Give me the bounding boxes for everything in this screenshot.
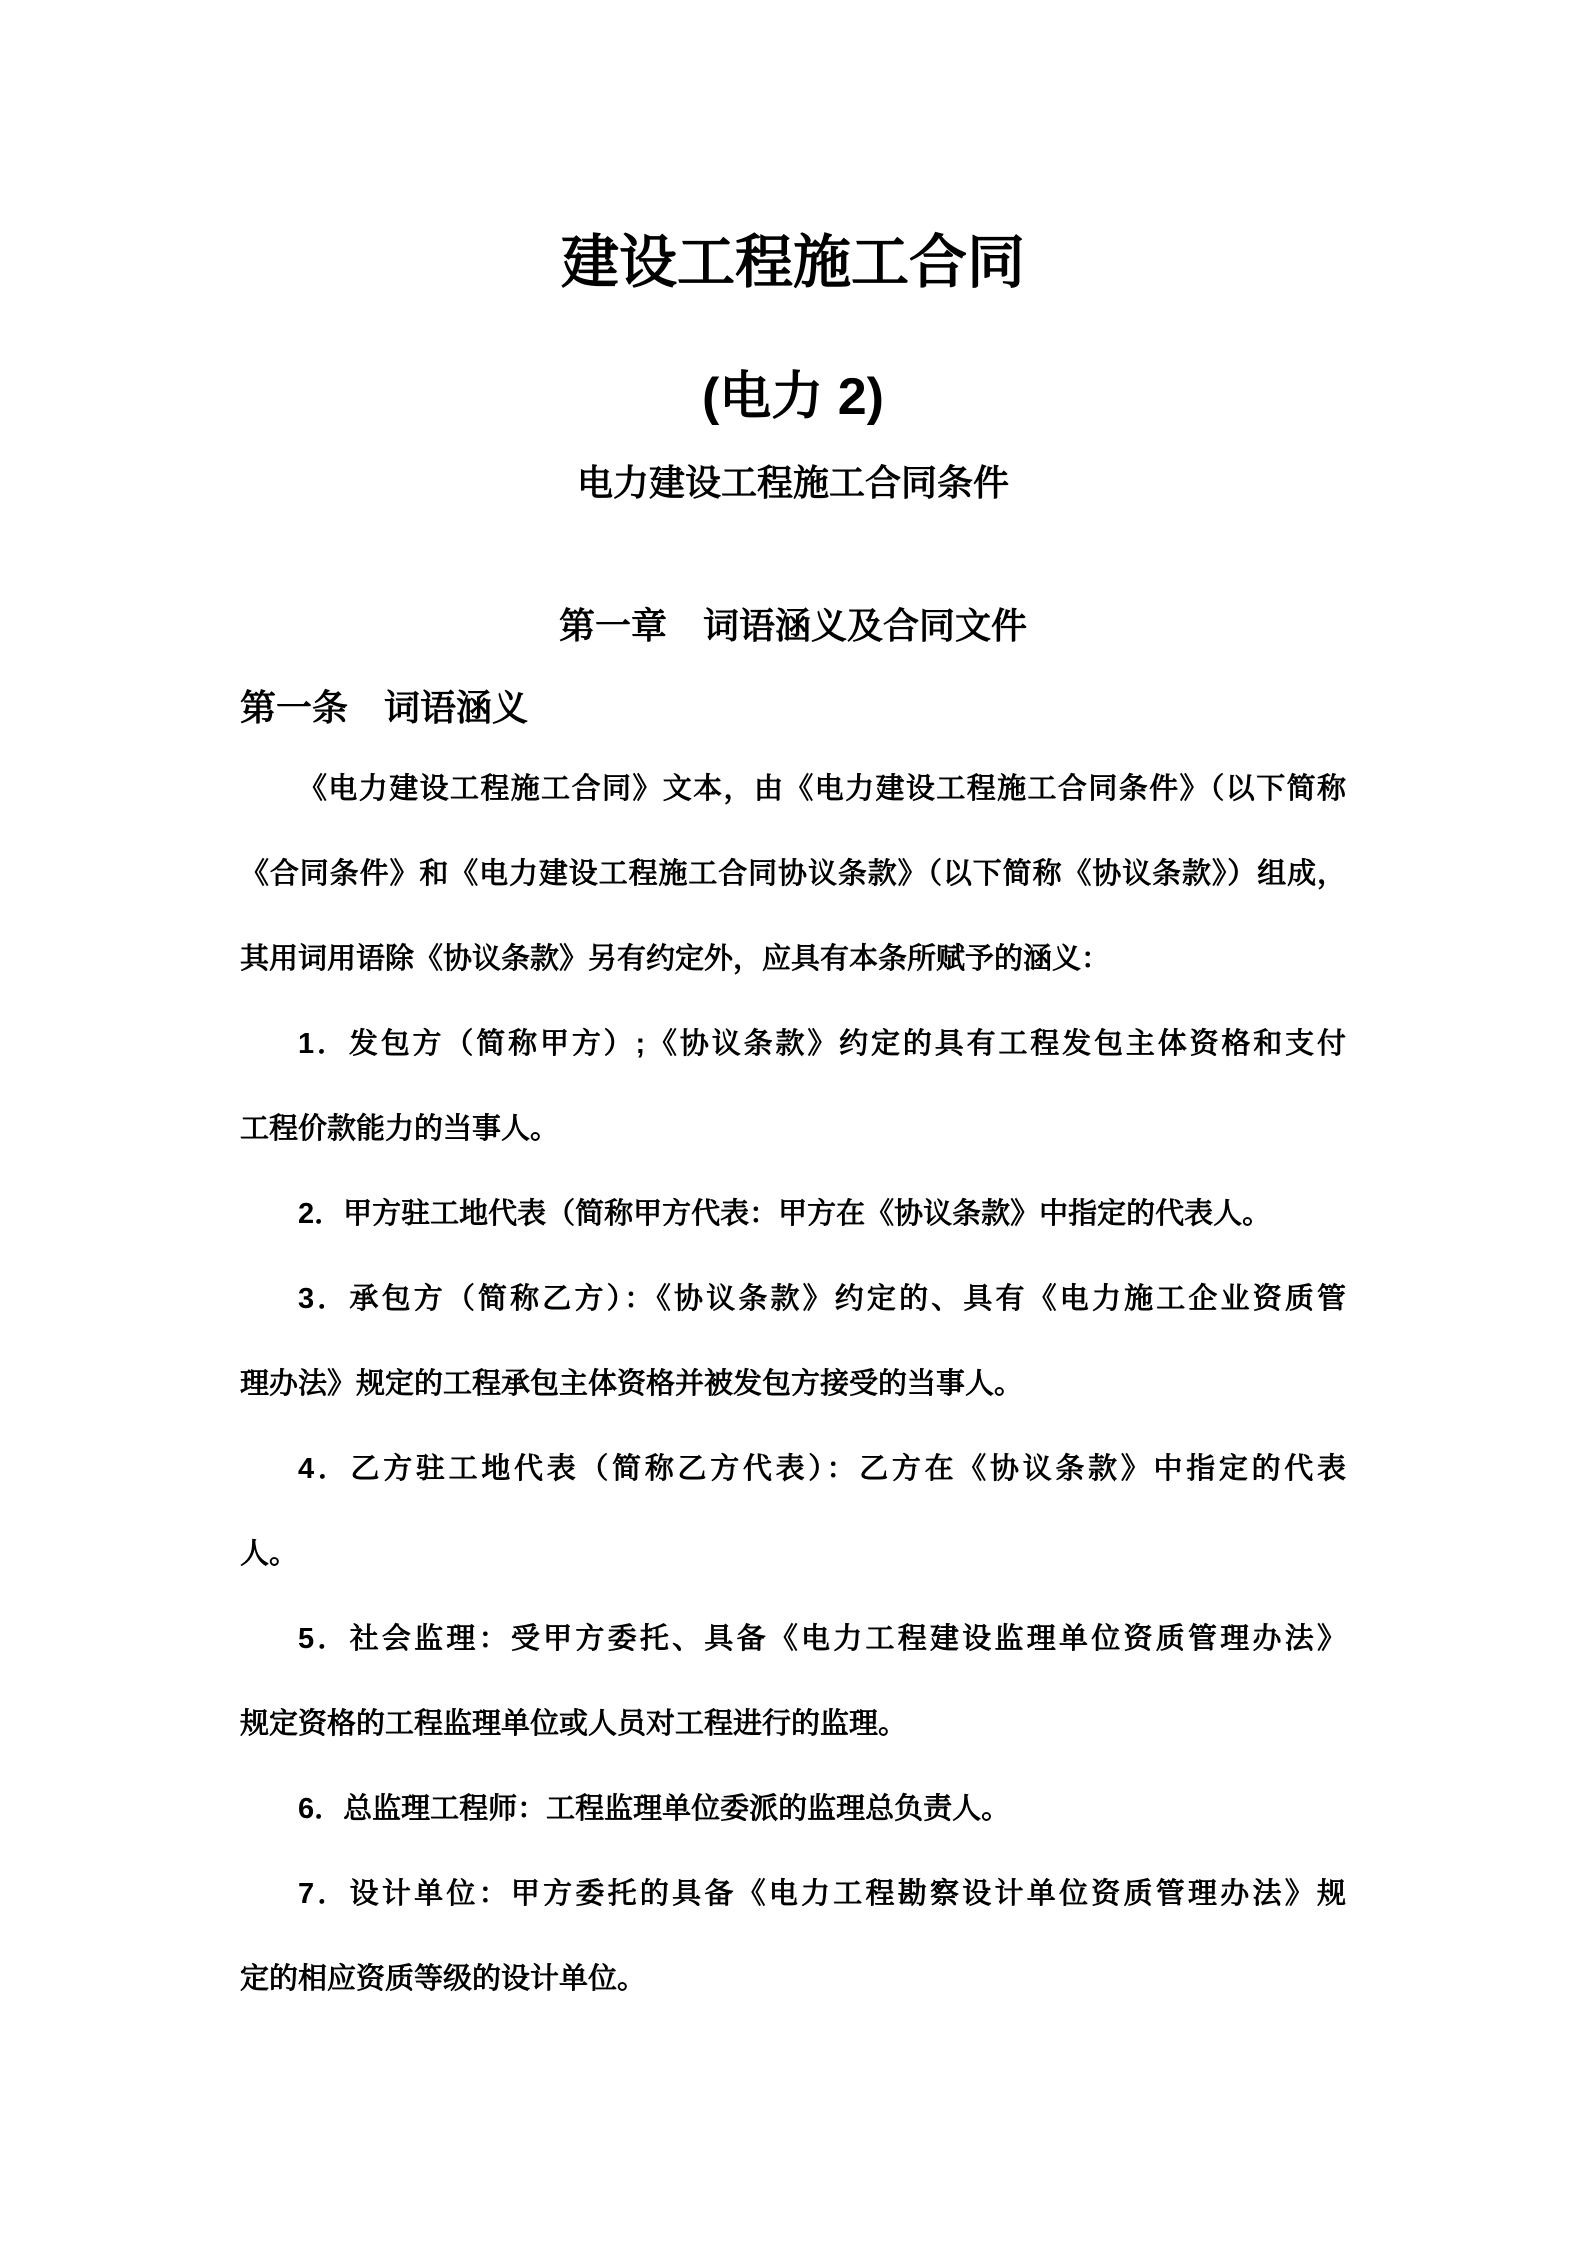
document-title: 建设工程施工合同 (560, 230, 1025, 295)
body-line: 3．承包方（简称乙方）：《协议条款》约定的、具有《电力施工企业资质管 (298, 1283, 1346, 1315)
body-line: 5．社会监理：受甲方委托、具备《电力工程建设监理单位资质管理办法》 (298, 1623, 1346, 1655)
body-line: 人。 (240, 1538, 299, 1570)
body-line: 其用词用语除《协议条款》另有约定外，应具有本条所赋予的涵义： (240, 943, 1111, 975)
body-line: 《合同条件》和《电力建设工程施工合同协议条款》（以下简称《协议条款》）组成， (240, 858, 1346, 890)
body-line: 工程价款能力的当事人。 (240, 1113, 560, 1145)
document-content (0, 232, 1586, 2022)
body-line: 7．设计单位：甲方委托的具备《电力工程勘察设计单位资质管理办法》规 (298, 1878, 1346, 1910)
body-line: 理办法》规定的工程承包主体资格并被发包方接受的当事人。 (240, 1368, 1024, 1400)
body-line: 《电力建设工程施工合同》文本，由《电力建设工程施工合同条件》（以下简称 (298, 773, 1346, 805)
document-subtitle: (电力 2) (701, 368, 884, 426)
body-line: 规定资格的工程监理单位或人员对工程进行的监理。 (240, 1708, 908, 1740)
body-line: 6．总监理工程师：工程监理单位委派的监理总负责人。 (298, 1793, 1011, 1825)
article-heading: 第一条 词语涵义 (240, 687, 529, 728)
body-line: 2．甲方驻工地代表（简称甲方代表：甲方在《协议条款》中指定的代表人。 (298, 1198, 1272, 1230)
body-text (240, 747, 1346, 2022)
chapter-heading: 第一章 词语涵义及合同文件 (558, 605, 1027, 646)
body-line: 4．乙方驻工地代表（简称乙方代表）：乙方在《协议条款》中指定的代表 (298, 1453, 1346, 1485)
body-line: 定的相应资质等级的设计单位。 (240, 1963, 647, 1995)
body-line: 1．发包方（简称甲方）;《协议条款》约定的具有工程发包主体资格和支付 (298, 1028, 1346, 1060)
conditions-title: 电力建设工程施工合同条件 (576, 462, 1009, 503)
